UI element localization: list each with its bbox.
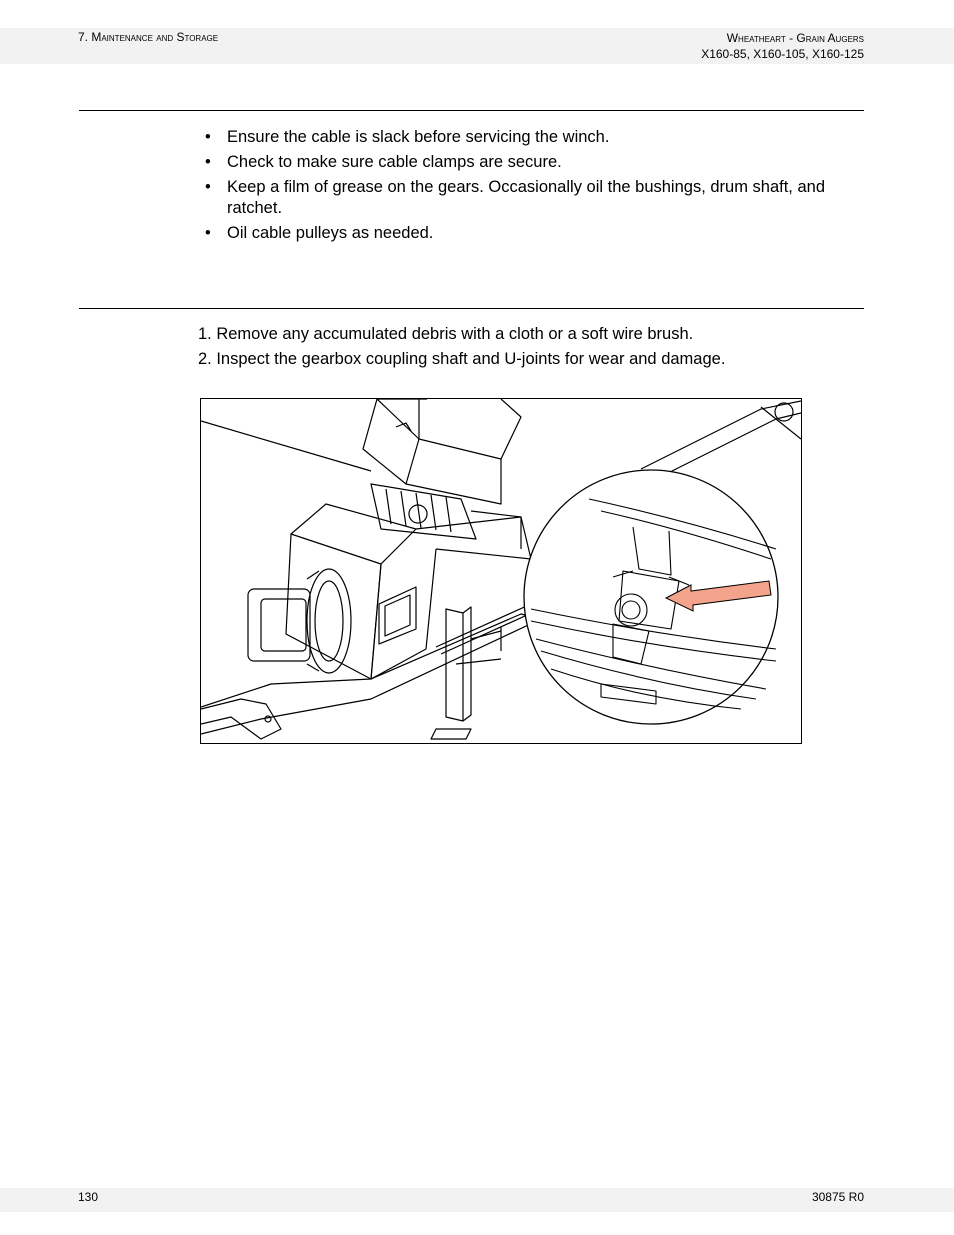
gearbox-figure — [200, 398, 802, 744]
footer-band — [0, 1188, 954, 1212]
page-number: 130 — [78, 1190, 99, 1204]
winch-maintenance-list — [205, 127, 865, 248]
header-models: X160-85, X160-105, X160-125 — [701, 47, 864, 61]
list-item: • Oil cable pulleys as needed. — [205, 223, 865, 244]
header-product-name: Wheatheart - Grain Augers — [726, 31, 864, 45]
document-number: 30875 R0 — [811, 1190, 864, 1204]
step-item: 2. Inspect the gearbox coupling shaft and U-joints for wear and damage. — [198, 350, 726, 368]
gearbox-illustration — [201, 399, 801, 743]
header-section-title: 7. Maintenance and Storage — [78, 30, 219, 44]
list-item: • Ensure the cable is slack before servicing the winch. — [205, 127, 865, 148]
header-product-info — [701, 30, 864, 62]
zoom-detail — [524, 470, 778, 724]
section-rule-top — [79, 110, 864, 111]
section-rule-middle — [79, 308, 864, 309]
list-item: • Check to make sure cable clamps are secure. — [205, 152, 865, 173]
step-item: 1. Remove any accumulated debris with a cloth or a soft wire brush. — [198, 325, 694, 343]
list-item: • Keep a film of grease on the gears. Occasionally oil the bushings, drum shaft, and ratchet. — [205, 177, 865, 219]
gearbox-steps — [198, 324, 725, 374]
